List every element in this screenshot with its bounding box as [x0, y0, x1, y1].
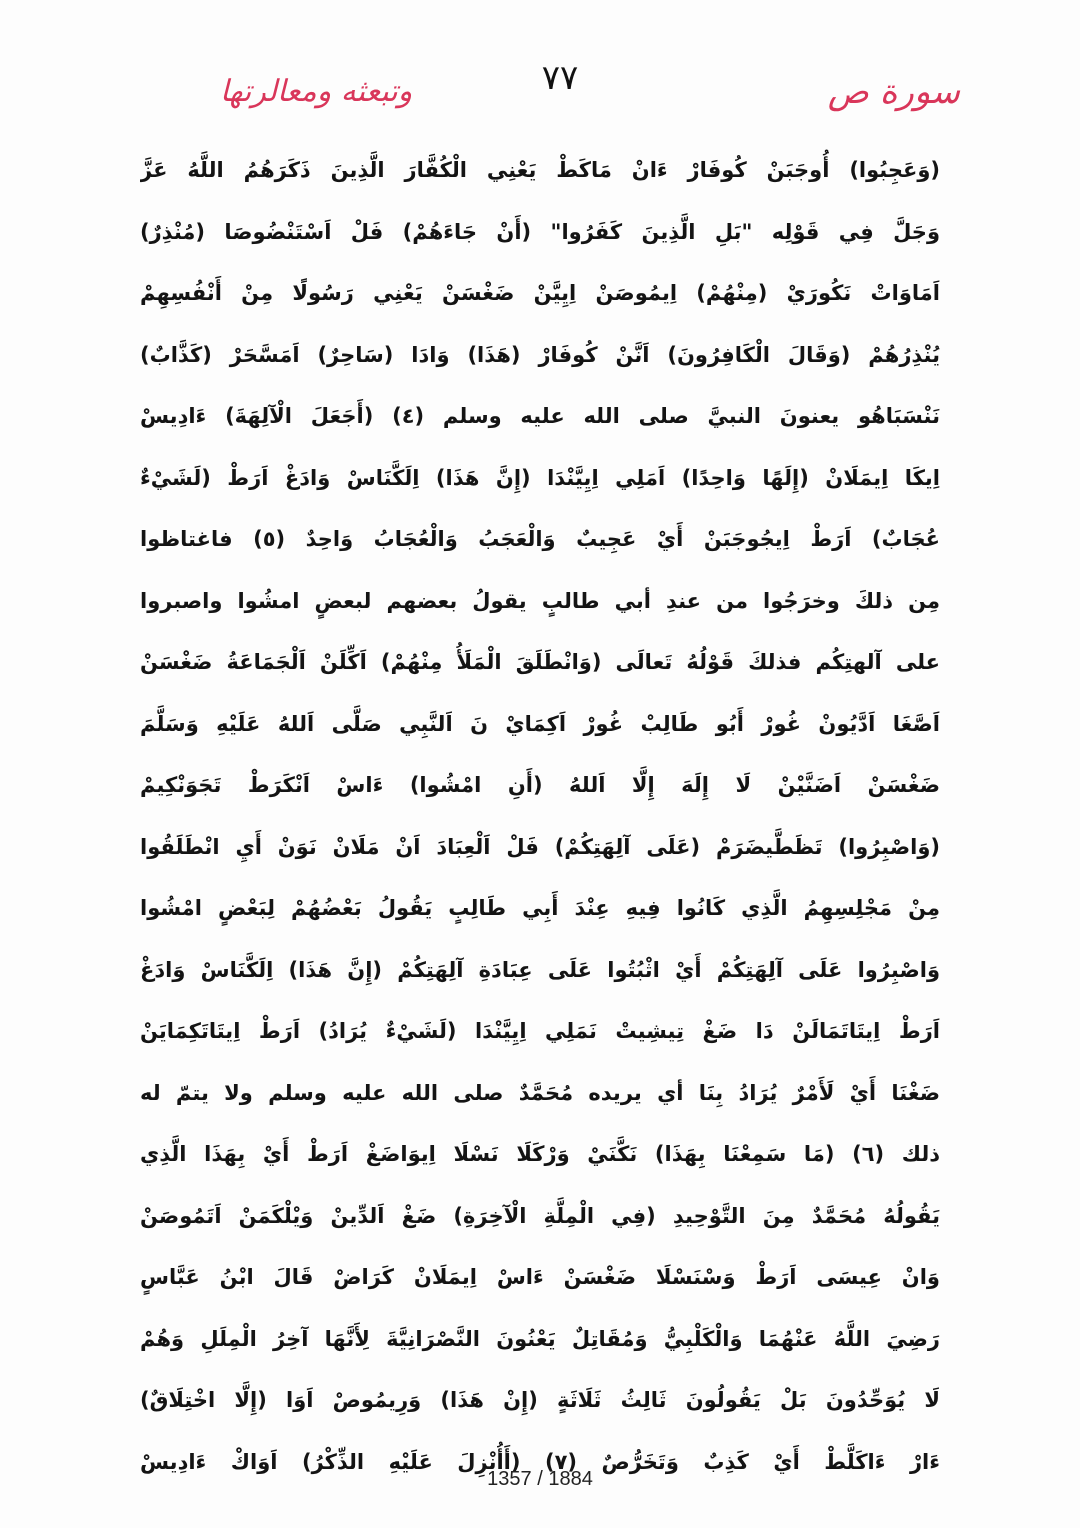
text-line: (وَعَجِبُوا) أُوجَبَنْ كُوفَارْ ءَانْ مَاكَطْ يَعْنِي الْكُفَّارَ الَّذِينَ ذَكَرَهُمُ اللَّهُ عَزَّ: [140, 158, 940, 182]
text-line: وَاصْبِرُوا عَلَى آلِهَتِكُمْ أَيْ اثْبُتُوا عَلَى عِبَادَةِ آلِهَتِكُمْ (إِنَّ هَذَا) اِلَكَّنَاسْ وَادَغْ: [140, 957, 940, 982]
text-line: رَضِيَ اللَّهُ عَنْهُمَا وَالْكَلْبِيُّ وَمُقَاتِلٌ يَعْنُونَ النَّصْرَانِيَّةَ لِأَنَّهَا آخِرُ الْمِلَلِ وَهُمْ: [140, 1326, 940, 1351]
text-line: نَنْسَبَاهُو يعنونَ النبيَّ صلى الله عليه وسلم (٤) (أَجَعَلَ الْآلِهَةَ) ءَادِيسْ: [140, 404, 940, 428]
text-line: اَمَاوَاتْ نَكُورَيْ (مِنْهُمْ) اِيمُوصَنْ اِيِيَّنْ ضَغْسَنْ يَعْنِي رَسُولًا مِنْ أَنْفُسِهِمْ: [140, 281, 940, 305]
text-line: مِن ذلكَ وخرَجُوا من عندِ أبي طالبٍ يقولُ بعضهم لبعضٍ امشُوا واصبروا: [140, 588, 940, 613]
text-line: اَصَّغَا اَدَّيُونْ غُورْ أَبُو طَالِبْ غُورْ اَكِمَايْ نَ اَلنَّبِي صَلَّى اَللهُ عَلَيْهِ وَسَلَّمَ: [140, 711, 940, 736]
text-line: ضَغْسَنْ اَضَنَّيْنْ لَا إِلَهَ إِلَّا اَللهُ (أَنِ امْشُوا) ءَاسْ اَنْكَرَطْ تَجَوَنْكِيمْ: [140, 773, 940, 797]
text-line: يَقُولُهُ مُحَمَّدٌ مِنَ التَّوْحِيدِ (فِي الْمِلَّةِ الْآخِرَةِ) ضَغْ اَلدِّينْ وَيْلْكَمَنْ اَتَمُوصَنْ: [140, 1203, 940, 1228]
text-line: ذلك (٦) (مَا سَمِعْنَا بِهَذَا) نَكَّنَيْ وَرْكَلَا نَسْلَا اِيوَاضَغْ اَرَطْ أَيْ بِهَذَا الَّذِي: [140, 1142, 940, 1166]
page-body-text: [140, 140, 940, 1493]
text-line: ضَغْنَا أَيْ لَأَمْرٌ يُرَادُ بِنَا أي يريده مُحَمَّدٌ صلى الله عليه وسلم ولا يتمّ له: [140, 1080, 940, 1105]
text-line: اَرَطْ اِيتَاتَمَالَنْ دَا ضَغْ تِيشِيتْ نَمَلِي اِيِيَّنْدَا (لَشَيْءٌ يُرَادُ) اَرَطْ اِيتَاتَكِمَايَنْ: [140, 1019, 940, 1043]
text-line: لَا يُوَحِّدُونَ بَلْ يَقُولُونَ ثَالِثُ ثَلَاثَةٍ (إِنْ هَذَا) وَرِيمُوصْ اَوَا (إِلَّا اخْتِلَاقٌ): [140, 1388, 940, 1412]
text-line: (وَاصْبِرُوا) تَظَطَّيضَرَمْ (عَلَى آلِهَتِكُمْ) فَلْ اَلْعِبَادَ اَنْ مَلَانْ نَوَنْ أَيِ انْطَلَقُوا: [140, 834, 940, 859]
handwritten-surah-title: سورة ص: [827, 72, 960, 112]
text-line: يُنْذِرُهُمْ (وَقَالَ الْكَافِرُونَ) اَنَّنْ كُوفَارْ (هَذَا) وَادَا (سَاحِرٌ) اَمَسَّحَرْ (كَذَّابٌ): [140, 342, 940, 367]
text-line: ءَارْ ءَاكَلَّطْ أَيْ كَذِبٌ وَتَخَرُّصٌ (٧) (أَأُنْزِلَ عَلَيْهِ الذِّكْرُ) اَوَاكْ ءَادِيسْ: [140, 1449, 940, 1474]
page-counter: 1357 / 1884: [487, 1468, 593, 1490]
page-number: ٧٧: [541, 58, 579, 98]
text-line: وَجَلَّ فِي قَوْلِه "بَلِ الَّذِينَ كَفَرُوا" (أَنْ جَاءَهُمْ) فَلْ اَسْتَنْضُوصَا (مُنْذِرٌ): [140, 219, 940, 244]
text-line: مِنْ مَجْلِسِهِمُ الَّذِي كَانُوا فِيهِ عِنْدَ أَبِي طَالِبٍ يَقُولُ بَعْضُهُمْ لِبَعْضٍ امْشُوا: [140, 896, 940, 920]
text-line: وَانْ عِيسَى اَرَطْ وَسْنَسْلَا ضَغْسَنْ ءَاسْ اِيمَلَانْ كَرَاضْ قَالَ ابْنُ عَبَّاسٍ: [140, 1265, 940, 1289]
handwritten-note-left: وتبعثه ومعالرتها: [220, 74, 413, 109]
text-line: اِيكَا اِيمَلَانْ (إِلَهًا وَاحِدًا) اَمَلِي اِيِيَّنْدَا (إِنَّ هَذَا) اِلَكَّنَاسْ وَادَغْ اَرَطْ (لَشَيْءٌ: [140, 465, 940, 490]
text-line: عُجَابٌ) اَرَطْ اِيجُوجَبَنْ أَيْ عَجِيبٌ وَالْعَجَبُ وَالْعُجَابُ وَاحِدٌ (٥) فاغتاظوا: [140, 527, 940, 551]
text-line: على آلهتِكُم فذلكَ قَوْلُهُ تَعالَى (وَانْطَلَقَ الْمَلَأُ مِنْهُمْ) اَكِّلَنْ اَلْجَمَاعَةُ ضَغْسَنْ: [140, 650, 940, 674]
page-header: [0, 58, 1080, 128]
